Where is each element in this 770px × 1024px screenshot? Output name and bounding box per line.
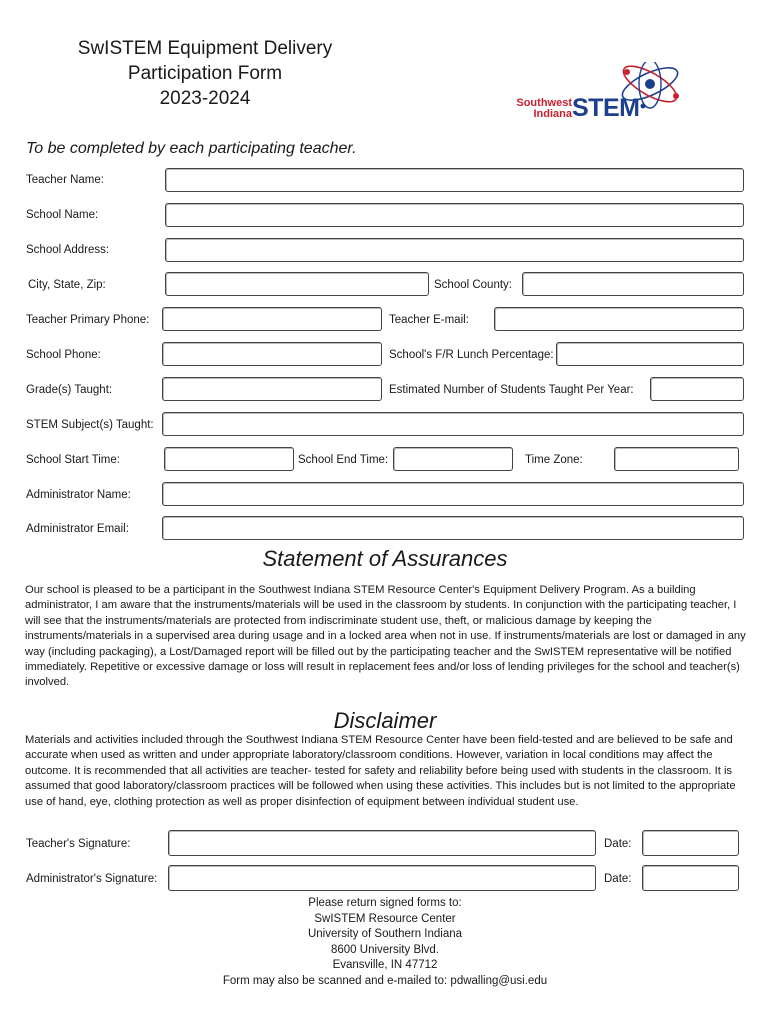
school-start-time-label: School Start Time: xyxy=(26,454,120,466)
school-start-time-field[interactable] xyxy=(164,447,294,471)
logo-stem: STEM xyxy=(572,94,640,122)
administrator-name-label: Administrator Name: xyxy=(26,489,131,501)
teacher-name-label: Teacher Name: xyxy=(26,174,104,186)
school-phone-field[interactable] xyxy=(162,342,382,366)
logo-southwest: Southwest xyxy=(516,97,572,109)
title-line-1: SwISTEM Equipment Delivery xyxy=(77,38,333,59)
school-name-label: School Name: xyxy=(26,209,99,221)
footer-line-4: 8600 University Blvd. xyxy=(330,943,440,956)
teacher-signature-field[interactable] xyxy=(168,830,596,856)
return-address-block xyxy=(0,896,770,990)
assurances-heading: Statement of Assurances xyxy=(262,546,508,571)
students-per-year-label: Estimated Number of Students Taught Per Year: xyxy=(389,384,634,396)
teacher-primary-phone-field[interactable] xyxy=(162,307,382,331)
footer-line-2: SwISTEM Resource Center xyxy=(314,912,456,925)
disclaimer-text: Materials and activities included through the Southwest Indiana STEM Resource Center have been field-tested and are believed to be safe and accurate when used as written and under appropriate laboratory/classroom conditions. However, variation in local conditions may affect the outcome. It is recommended that all activities are teacher- tested for safety and reliability before being used with students in the classroom. It is assumed that good laboratory/classroom practices will be followed when using these activities. This includes but is not limited to the appropriate use of hand, eye, clothing protection as well as proper disinfection of equipment between individual student use. xyxy=(25,734,736,808)
form-title xyxy=(40,36,370,111)
grades-taught-label: Grade(s) Taught: xyxy=(26,384,113,396)
teacher-email-field[interactable] xyxy=(494,307,744,331)
footer-line-6: Form may also be scanned and e-mailed to: pdwalling@usi.edu xyxy=(222,974,548,987)
grades-taught-field[interactable] xyxy=(162,377,382,401)
school-end-time-field[interactable] xyxy=(393,447,513,471)
school-name-field[interactable] xyxy=(165,203,744,227)
footer-line-3: University of Southern Indiana xyxy=(307,928,463,941)
teacher-date-field[interactable] xyxy=(642,830,739,856)
title-line-3: 2023-2024 xyxy=(159,88,251,109)
administrator-email-field[interactable] xyxy=(162,516,744,540)
teacher-signature-label: Teacher's Signature: xyxy=(26,838,131,850)
logo-indiana: Indiana xyxy=(533,108,572,120)
city-state-zip-field[interactable] xyxy=(165,272,429,296)
lunch-percentage-label: School's F/R Lunch Percentage: xyxy=(389,349,554,361)
administrator-date-label: Date: xyxy=(604,873,632,885)
school-county-field[interactable] xyxy=(522,272,744,296)
administrator-signature-field[interactable] xyxy=(168,865,596,891)
footer-line-5: Evansville, IN 47712 xyxy=(332,959,438,972)
disclaimer-heading: Disclaimer xyxy=(333,708,437,733)
time-zone-field[interactable] xyxy=(614,447,739,471)
administrator-email-label: Administrator Email: xyxy=(26,523,129,535)
time-zone-label: Time Zone: xyxy=(525,454,583,466)
swistem-logo xyxy=(500,62,690,126)
teacher-email-label: Teacher E-mail: xyxy=(389,314,469,326)
school-address-label: School Address: xyxy=(26,244,110,256)
administrator-date-field[interactable] xyxy=(642,865,739,891)
teacher-date-label: Date: xyxy=(604,838,632,850)
lunch-percentage-field[interactable] xyxy=(556,342,744,366)
footer-line-1: Please return signed forms to: xyxy=(308,897,462,909)
city-state-zip-label: City, State, Zip: xyxy=(28,279,106,291)
school-county-label: School County: xyxy=(434,279,512,291)
school-address-field[interactable] xyxy=(165,238,744,262)
administrator-signature-label: Administrator's Signature: xyxy=(26,873,158,885)
school-phone-label: School Phone: xyxy=(26,349,101,361)
administrator-name-field[interactable] xyxy=(162,482,744,506)
stem-subjects-field[interactable] xyxy=(162,412,744,436)
teacher-name-field[interactable] xyxy=(165,168,744,192)
stem-subjects-label: STEM Subject(s) Taught: xyxy=(26,419,154,431)
title-line-2: Participation Form xyxy=(127,63,283,84)
form-subtitle: To be completed by each participating teacher. xyxy=(26,140,357,157)
assurances-text: Our school is pleased to be a participant in the Southwest Indiana STEM Resource Center's Equipment Delivery Program. As a building administrator, I am aware that the instruments/materials will be used in the classroom by students. In conjunction with the participating teacher, I will see that the instruments/materials are protected from indiscriminate student use, theft, or malicious damage by keeping the instruments/materials in a supervised area during usage and in a locked area when not in use. If instruments/materials are lost or damaged in any way (including packaging), a Lost/Damaged report will be filled out by the participating teacher and the SwISTEM representative will be notified immediately. Repetitive or excessive damage or loss will result in replacement fees and/or loss of lending privileges for the school and teacher(s) involved. xyxy=(25,584,746,689)
school-end-time-label: School End Time: xyxy=(298,454,389,466)
students-per-year-field[interactable] xyxy=(650,377,744,401)
teacher-primary-phone-label: Teacher Primary Phone: xyxy=(26,314,150,326)
